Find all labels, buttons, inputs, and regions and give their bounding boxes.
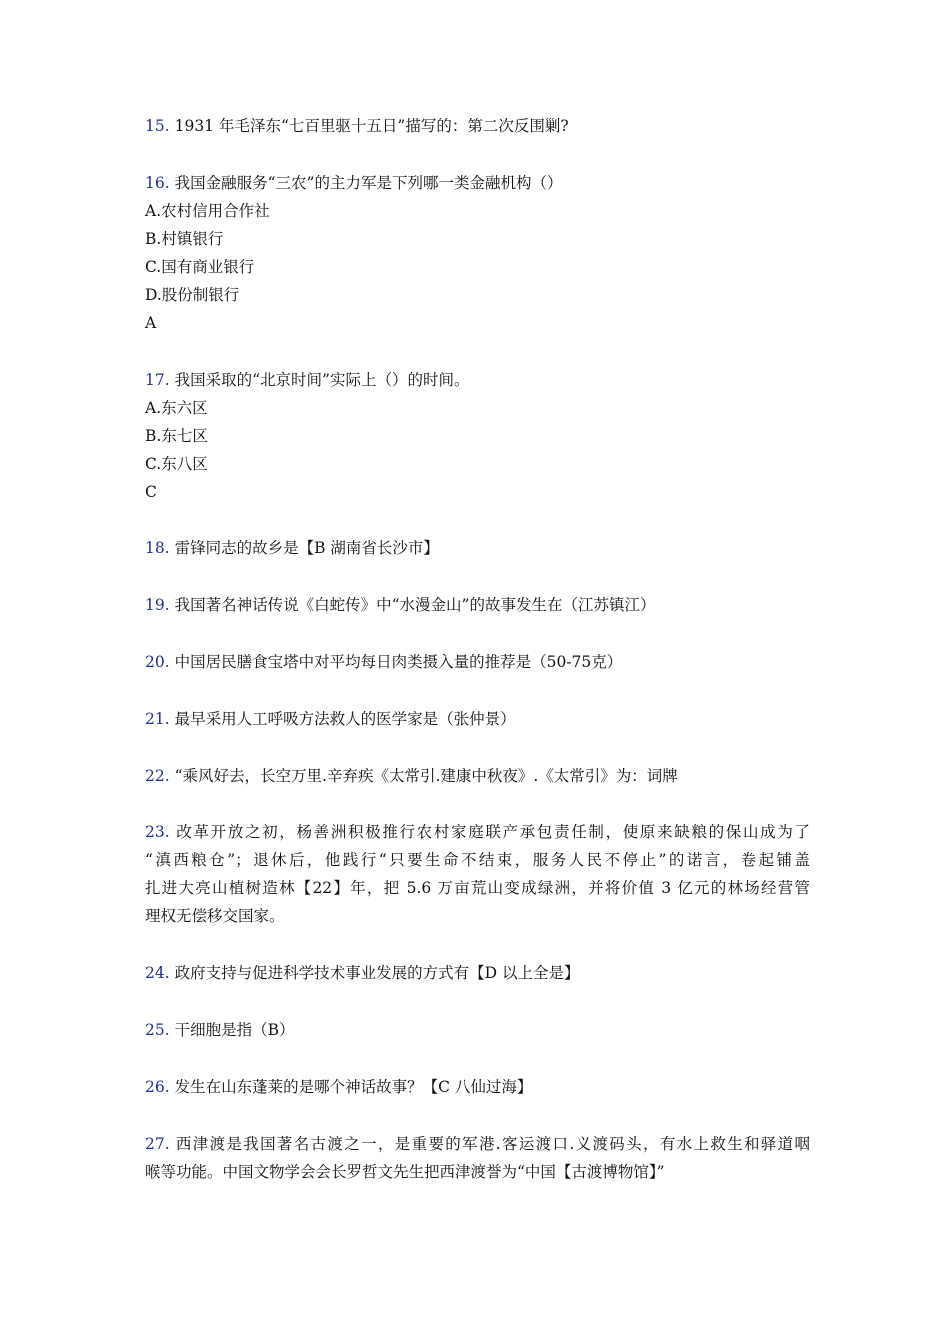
option-a: A.农村信用合作社 [145, 202, 270, 220]
question-number: 16. [145, 174, 170, 192]
question-27 [145, 1130, 810, 1186]
question-text-line-1: 西津渡是我国著名古渡之一，是重要的军港.客运渡口.义渡码头，有水上救生和驿道咽 [175, 1135, 810, 1153]
option-d: D.股份制银行 [145, 286, 240, 304]
question-20 [145, 648, 810, 676]
question-number: 22. [145, 767, 170, 785]
answer: C [145, 483, 157, 501]
question-text-line-3: 扎进大亮山植树造林【22】年，把 5.6 万亩荒山变成绿洲，并将价值 3 亿元的林场经营管 [145, 879, 810, 897]
question-18 [145, 534, 810, 562]
question-text-line-2: “滇西粮仓”；退休后，他践行“只要生命不结束，服务人民不停止”的诺言，卷起铺盖 [145, 851, 810, 869]
question-19 [145, 591, 810, 619]
question-26 [145, 1073, 810, 1101]
question-number: 15. [145, 117, 170, 135]
question-text: 干细胞是指（B） [174, 1021, 295, 1039]
question-number: 24. [145, 964, 170, 982]
question-text-line-1: 改革开放之初，杨善洲积极推行农村家庭联产承包责任制，使原来缺粮的保山成为了 [176, 823, 810, 841]
question-text: 发生在山东蓬莱的是哪个神话故事？【C 八仙过海】 [174, 1078, 533, 1096]
question-text: 雷锋同志的故乡是【B 湖南省长沙市】 [174, 539, 439, 557]
question-text: 中国居民膳食宝塔中对平均每日肉类摄入量的推荐是（50-75克） [174, 653, 623, 671]
question-text: “乘风好去，长空万里.辛弃疾《太常引.建康中秋夜》.《太常引》为：词牌 [174, 767, 678, 785]
question-number: 18. [145, 539, 170, 557]
question-17 [145, 366, 810, 506]
question-number: 20. [145, 653, 170, 671]
question-22 [145, 762, 810, 790]
question-text-line-2: 喉等功能。中国文物学会会长罗哲文先生把西津渡誉为“中国【古渡博物馆】” [145, 1163, 665, 1181]
question-24 [145, 959, 810, 987]
question-number: 27. [145, 1135, 170, 1153]
question-21 [145, 705, 810, 733]
question-text: 我国著名神话传说《白蛇传》中“水漫金山”的故事发生在（江苏镇江） [174, 596, 656, 614]
question-number: 26. [145, 1078, 170, 1096]
question-number: 21. [145, 710, 170, 728]
question-number: 19. [145, 596, 170, 614]
question-text: 我国金融服务“三农”的主力军是下列哪一类金融机构（） [174, 174, 563, 192]
option-b: B.村镇银行 [145, 230, 224, 248]
question-15 [145, 112, 810, 140]
question-text: 政府支持与促进科学技术事业发展的方式有【D 以上全是】 [174, 964, 580, 982]
question-text: 我国采取的“北京时间”实际上（）的时间。 [174, 371, 470, 389]
option-a: A.东六区 [145, 399, 208, 417]
question-25 [145, 1016, 810, 1044]
question-number: 23. [145, 823, 170, 841]
option-c: C.国有商业银行 [145, 258, 255, 276]
question-text: 最早采用人工呼吸方法救人的医学家是（张仲景） [174, 710, 516, 728]
question-text: 1931 年毛泽东“七百里驱十五日”描写的：第二次反围剿? [174, 117, 569, 135]
question-16 [145, 169, 810, 337]
answer: A [145, 314, 157, 332]
option-c: C.东八区 [145, 455, 208, 473]
question-number: 17. [145, 371, 170, 389]
question-23 [145, 818, 810, 930]
question-number: 25. [145, 1021, 170, 1039]
question-text-line-4: 理权无偿移交国家。 [145, 907, 285, 925]
option-b: B.东七区 [145, 427, 208, 445]
